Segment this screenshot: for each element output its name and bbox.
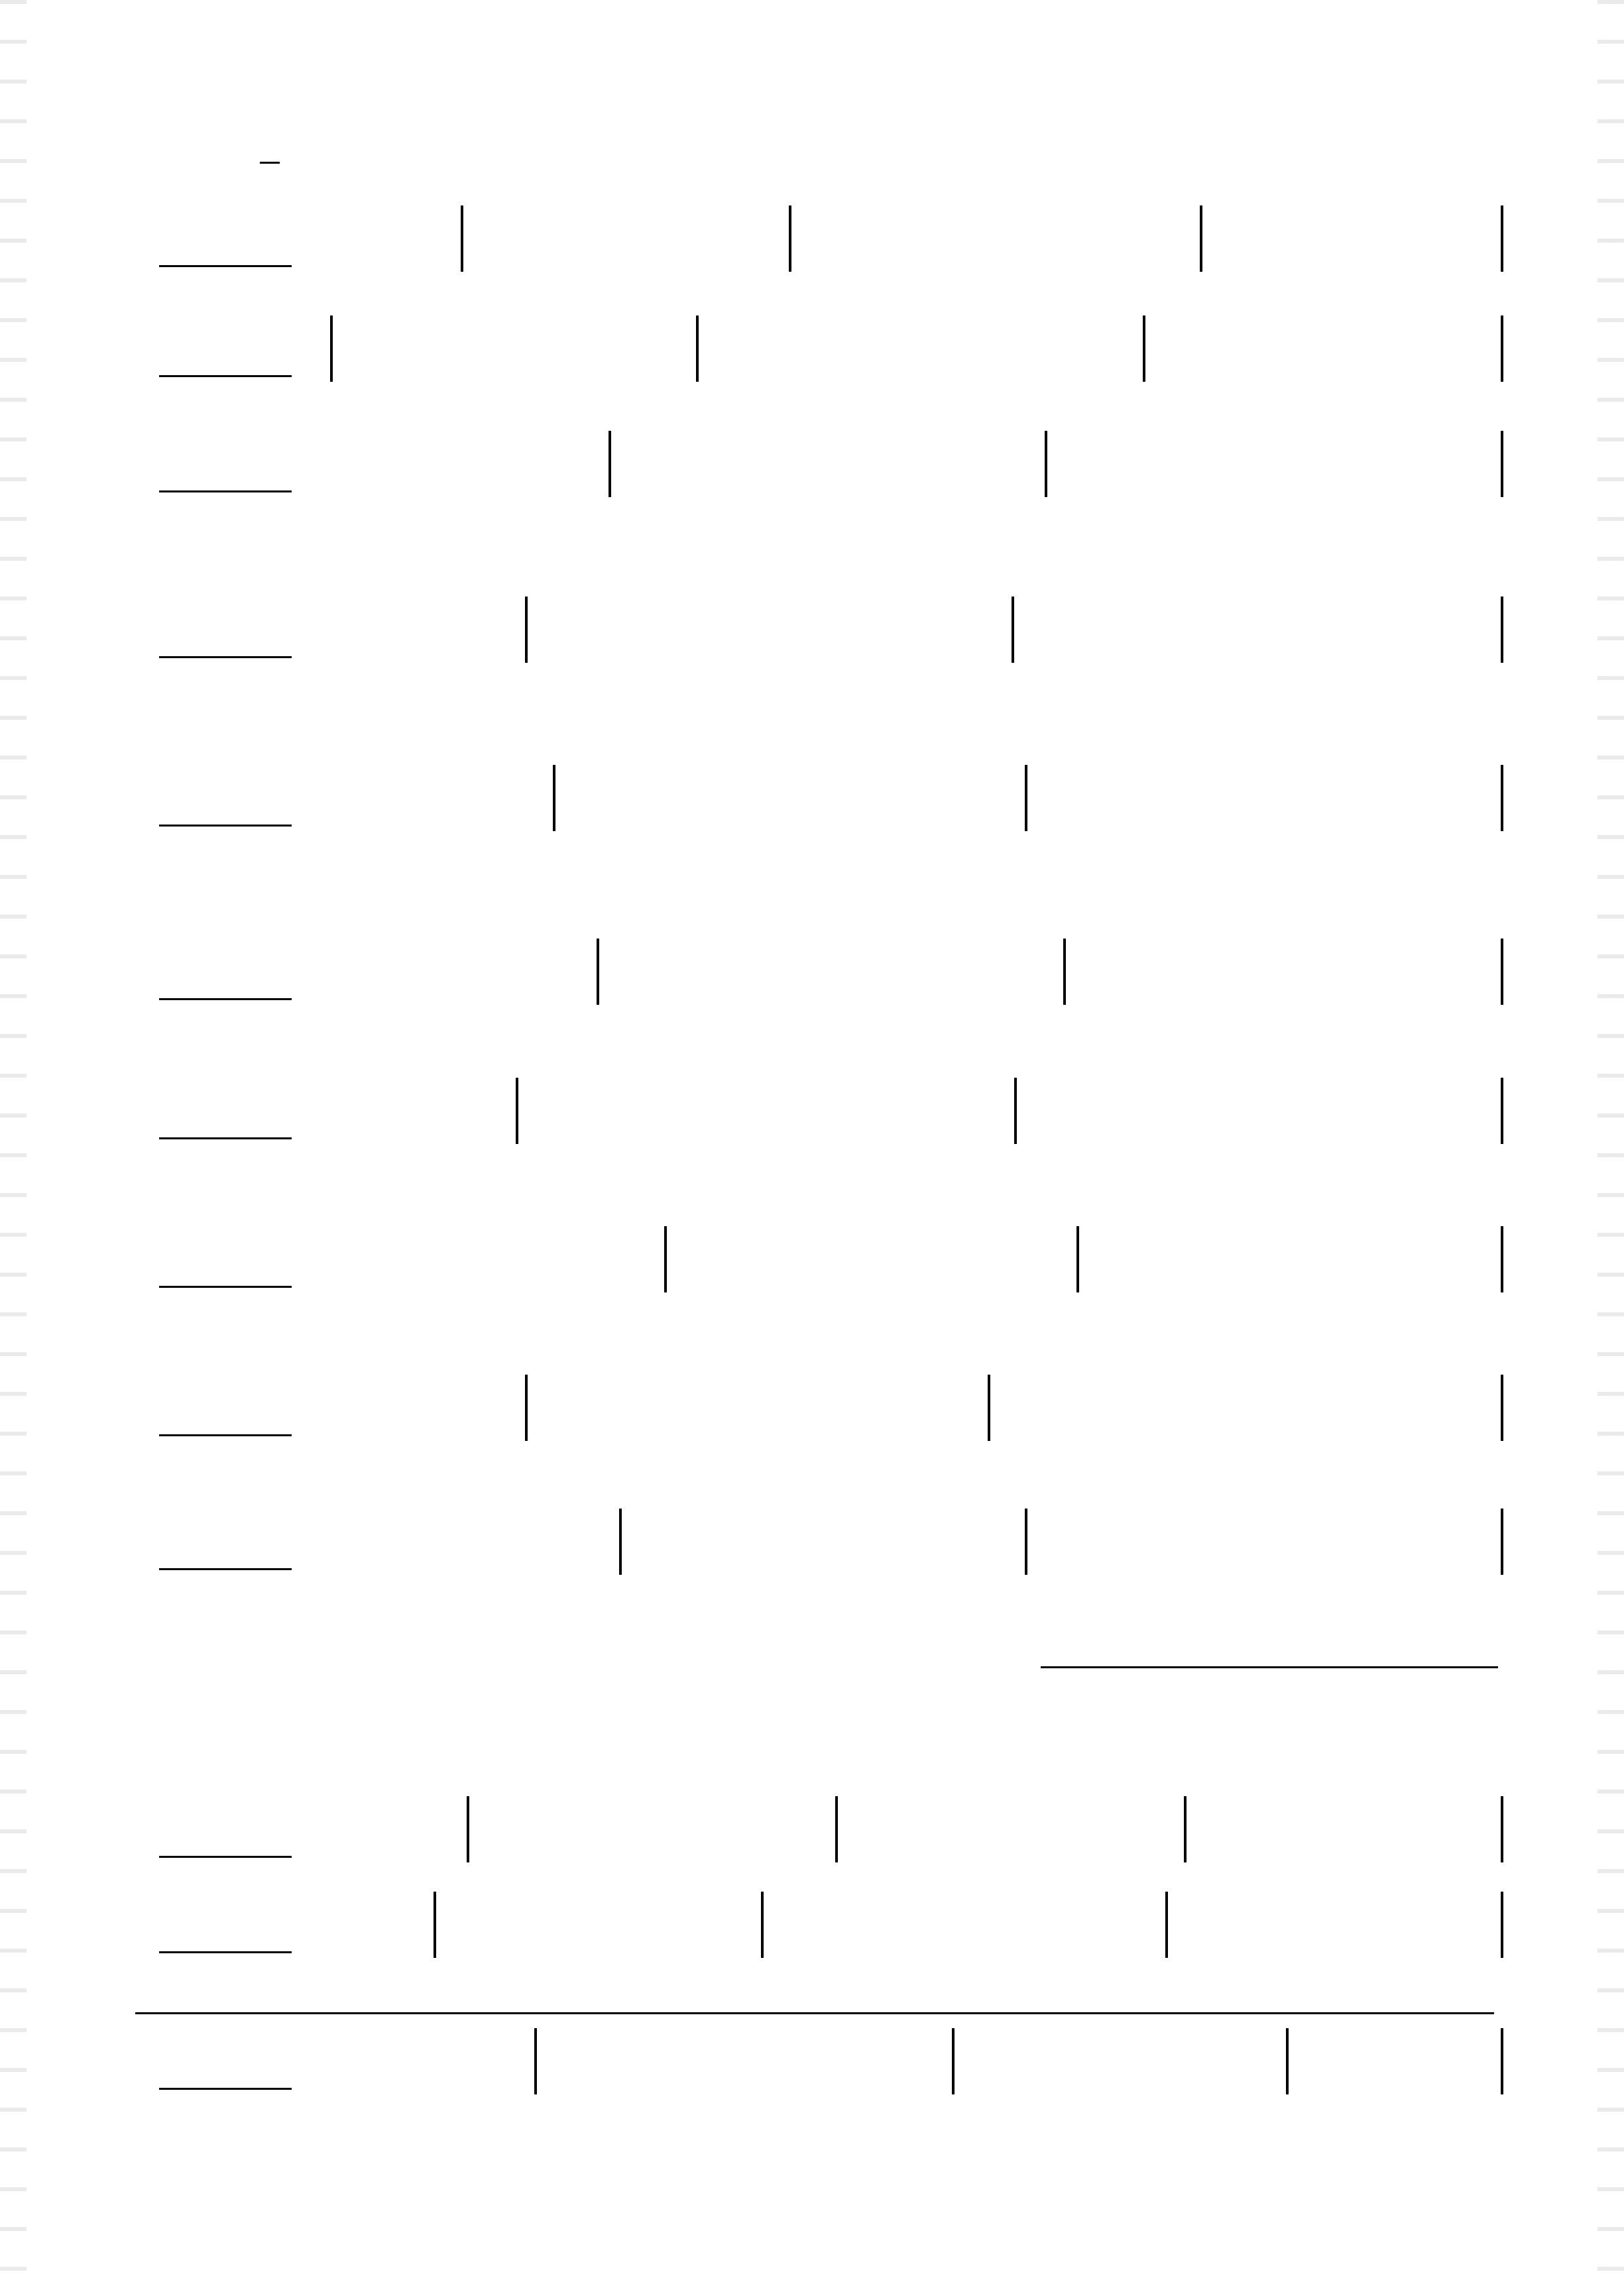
- beam-line: [159, 1434, 292, 1436]
- beam-line: [159, 490, 292, 492]
- beam-line: [159, 825, 292, 827]
- score-line: [0, 1233, 1624, 1365]
- bar-line: [1501, 315, 1503, 382]
- bar-line: [835, 1796, 838, 1862]
- bar-line: [1501, 1509, 1503, 1575]
- bar-line: [1501, 765, 1503, 831]
- bar-line: [1501, 1892, 1503, 1958]
- bar-line: [1025, 765, 1027, 831]
- beam-line: [159, 265, 292, 267]
- bar-line: [525, 597, 528, 663]
- score-line: [0, 322, 1624, 455]
- bar-line: [330, 315, 333, 382]
- bar-line: [1501, 1078, 1503, 1144]
- beam-line: [159, 375, 292, 377]
- bar-line: [1063, 939, 1066, 1005]
- bar-line: [1501, 939, 1503, 1005]
- bar-line: [619, 1509, 622, 1575]
- volta-1-bracket: [1041, 1666, 1498, 1668]
- bar-line: [664, 1226, 667, 1292]
- bar-line: [1501, 431, 1503, 497]
- beam-line: [159, 1137, 292, 1139]
- bar-line: [761, 1892, 764, 1958]
- score-line: [0, 1898, 1624, 2031]
- bar-line: [1143, 315, 1145, 382]
- score-line: [0, 437, 1624, 570]
- bar-line: [1501, 1375, 1503, 1441]
- score-line: [0, 945, 1624, 1078]
- bar-line: [696, 315, 699, 382]
- bar-line: [1501, 1226, 1503, 1292]
- bar-line: [1501, 597, 1503, 663]
- bar-line: [1501, 205, 1503, 272]
- beam-line: [159, 1568, 292, 1570]
- bar-line: [1014, 1078, 1017, 1144]
- beam-line: [159, 2088, 292, 2090]
- bar-line: [553, 765, 555, 831]
- score-line: [0, 771, 1624, 904]
- bar-line: [789, 205, 791, 272]
- bar-line: [1286, 2028, 1289, 2094]
- beam-line: [159, 998, 292, 1000]
- bar-line: [597, 939, 599, 1005]
- bar-line: [1165, 1892, 1168, 1958]
- bar-line: [1184, 1796, 1187, 1862]
- beam-line: [159, 1951, 292, 1953]
- score-line: [0, 2035, 1624, 2167]
- bar-line: [461, 205, 463, 272]
- bar-line: [1200, 205, 1202, 272]
- volta-2-bracket: [135, 2012, 1494, 2014]
- beam-line: [159, 1286, 292, 1288]
- bar-line: [534, 2028, 537, 2094]
- bar-line: [1012, 597, 1014, 663]
- bar-line: [988, 1375, 990, 1441]
- bar-line: [516, 1078, 518, 1144]
- bar-line: [1025, 1509, 1027, 1575]
- beam-line: [159, 656, 292, 658]
- bar-line: [1045, 431, 1047, 497]
- bar-line: [1501, 2028, 1503, 2094]
- bar-line: [467, 1796, 469, 1862]
- time-sig-rule: [260, 162, 280, 164]
- bar-line: [525, 1375, 528, 1441]
- bar-line: [1501, 1796, 1503, 1862]
- bar-line: [434, 1892, 436, 1958]
- bar-line: [1076, 1226, 1079, 1292]
- score-line: [0, 1515, 1624, 1648]
- bar-line: [609, 431, 611, 497]
- score-line: [0, 1381, 1624, 1514]
- bar-line: [952, 2028, 955, 2094]
- beam-line: [159, 1856, 292, 1858]
- score-line: [0, 603, 1624, 736]
- score-line: [0, 1084, 1624, 1217]
